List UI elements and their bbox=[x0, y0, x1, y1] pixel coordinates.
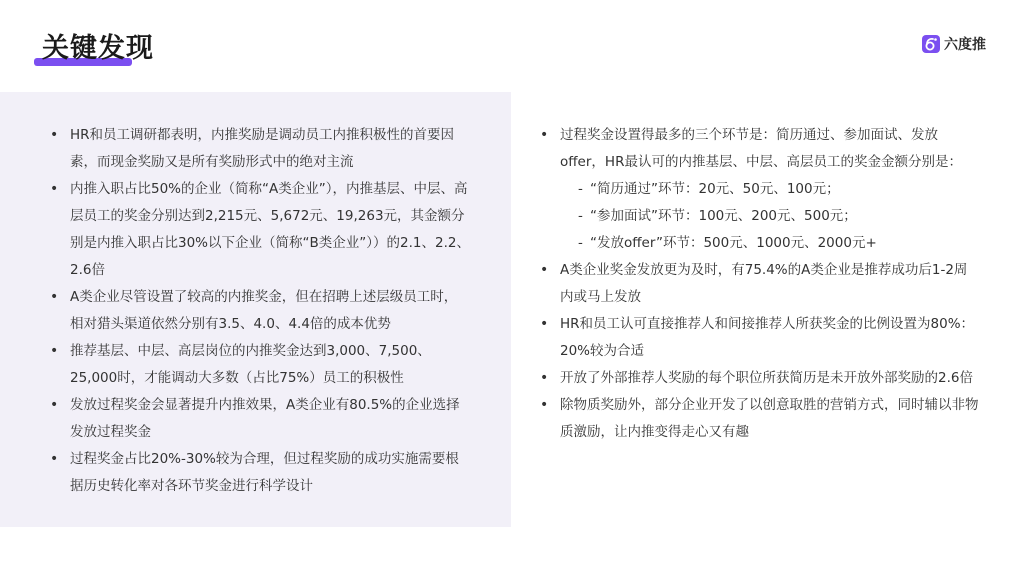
brand-logo bbox=[922, 34, 986, 54]
left-findings-list bbox=[50, 122, 470, 500]
left-findings-column bbox=[50, 122, 470, 500]
finding-item: • A类企业尽管设置了较高的内推奖金，但在招聘上述层级员工时，相对猎头渠道依然分别有3.5、4.0、4.4倍的成本优势 bbox=[50, 284, 470, 338]
title-block bbox=[42, 30, 154, 68]
finding-item: • 除物质奖励外，部分企业开发了以创意取胜的营销方式，同时辅以非物质激励，让内推变得走心又有趣 bbox=[540, 392, 980, 446]
finding-item: • 过程奖金设置得最多的三个环节是：简历通过、参加面试、发放offer，HR最认可的内推基层、中层、高层员工的奖金金额分别是： bbox=[540, 122, 980, 176]
logo-icon bbox=[922, 35, 940, 53]
right-findings-list bbox=[540, 122, 980, 446]
finding-item: • 开放了外部推荐人奖励的每个职位所获简历是未开放外部奖励的2.6倍 bbox=[540, 365, 980, 392]
finding-item: • 发放过程奖金会显著提升内推效果，A类企业有80.5%的企业选择发放过程奖金 bbox=[50, 392, 470, 446]
finding-item: • HR和员工调研都表明，内推奖励是调动员工内推积极性的首要因素，而现金奖励又是所有奖励形式中的绝对主流 bbox=[50, 122, 470, 176]
right-findings-column bbox=[540, 122, 980, 446]
finding-sub-item: - “参加面试”环节：100元、200元、500元； bbox=[540, 203, 980, 230]
finding-item: • A类企业奖金发放更为及时，有75.4%的A类企业是推荐成功后1-2周内或马上发放 bbox=[540, 257, 980, 311]
finding-item: • 内推入职占比50%的企业（简称“A类企业”），内推基层、中层、高层员工的奖金分别达到2,215元、5,672元、19,263元，其金额分别是内推入职占比30%以下企业（简称“B类企业”））的2.1、2.2、2.6倍 bbox=[50, 176, 470, 284]
finding-item: • 过程奖金占比20%-30%较为合理，但过程奖励的成功实施需要根据历史转化率对各环节奖金进行科学设计 bbox=[50, 446, 470, 500]
logo-text: 六度推 bbox=[944, 37, 986, 53]
finding-item: • 推荐基层、中层、高层岗位的内推奖金达到3,000、7,500、25,000时，才能调动大多数（占比75%）员工的积极性 bbox=[50, 338, 470, 392]
page-title: 关键发现 bbox=[42, 33, 154, 64]
finding-item: • HR和员工认可直接推荐人和间接推荐人所获奖金的比例设置为80%：20%较为合适 bbox=[540, 311, 980, 365]
finding-sub-item: - “简历通过”环节：20元、50元、100元； bbox=[540, 176, 980, 203]
finding-sub-item: - “发放offer”环节：500元、1000元、2000元+ bbox=[540, 230, 980, 257]
